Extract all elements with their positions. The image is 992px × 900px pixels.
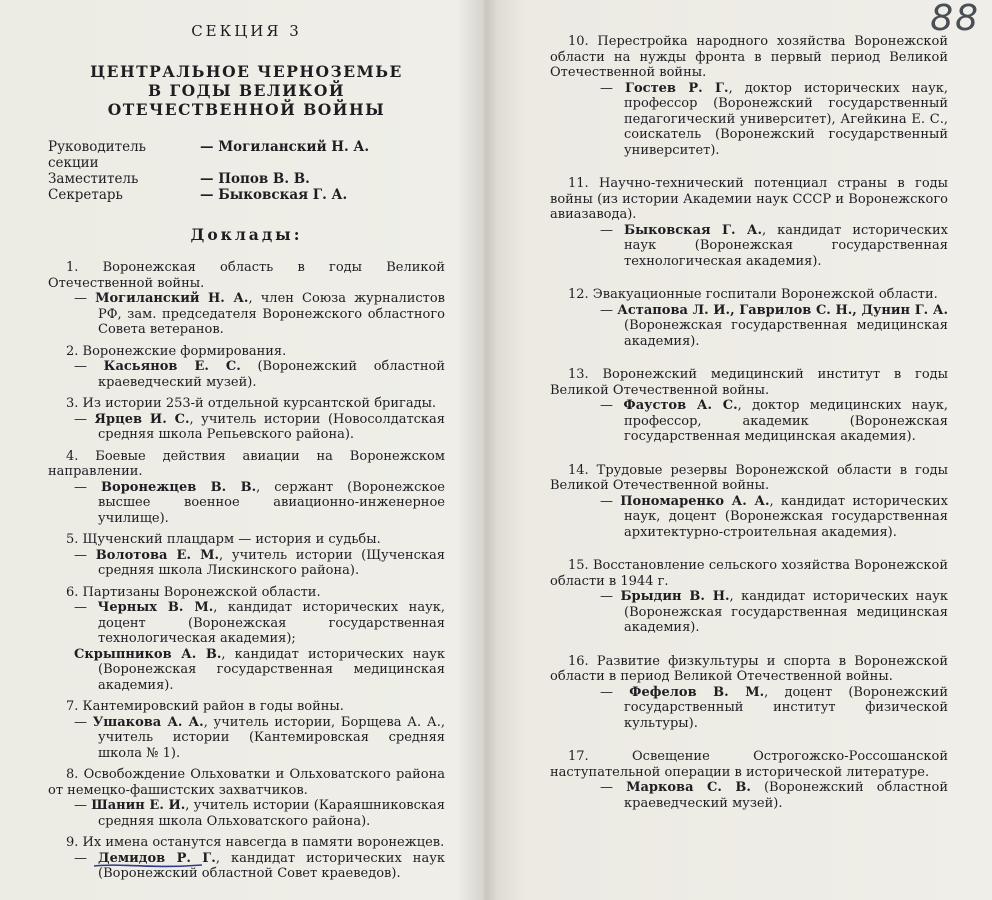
report-title: 12. Эвакуационные госпитали Воронежской области. (568, 287, 938, 302)
author-details: , кандидат исторических наук, доцент (Воронежская государственная архитектурно-строительная академия). (624, 493, 948, 540)
report-title: 14. Трудовые резервы Воронежской области в годы Великой Отечественной войны. (550, 462, 948, 493)
report-item (550, 654, 948, 732)
author-details: , член Союза журналистов РФ, зам. председателя Воронежского областного Совета ветеранов. (98, 291, 445, 337)
staff-role: Секретарь (48, 187, 123, 203)
report-item (550, 176, 948, 269)
author-name: Фефелов В. М. (629, 684, 765, 700)
section-title (48, 62, 445, 119)
report-item (48, 699, 445, 761)
report-author (550, 398, 948, 445)
author-details: , учитель истории (Новосолдатская средняя школа Репьевского района). (98, 411, 446, 442)
author-name: Шанин Е. И. (91, 798, 186, 813)
author-dash: — (74, 291, 96, 306)
report-title: 1. Воронежская область в годы Великой Отечественной войны. (48, 260, 445, 291)
author-dash: — (74, 359, 104, 374)
section-title-line: В ГОДЫ ВЕЛИКОЙ (147, 81, 346, 100)
author-name: Гостев Р. Г. (625, 80, 729, 96)
author-name: Маркова С. В. (626, 780, 751, 795)
report-item (48, 344, 445, 391)
author-dash: — (74, 714, 93, 730)
staff-name: — Быковская Г. А. (200, 187, 348, 203)
author-name: Быковская Г. А. (624, 222, 763, 238)
staff-name: — Попов В. В. (200, 171, 310, 187)
handwritten-page-number: 88 (930, 0, 980, 39)
report-title: 10. Перестройка народного хозяйства Воронежской области на нужды фронта в первый период Великой Отечественной войны. (550, 34, 948, 80)
author-details: , доктор исторических наук, профессор (Воронежский государственный педагогический университет), Агейкина Е. С., соискатель (Воронежский государственный университет). (624, 80, 948, 158)
report-title: 15. Восстановление сельского хозяйства Воронежской области в 1944 г. (550, 558, 948, 589)
report-author (48, 798, 445, 829)
report-item (550, 287, 948, 349)
author-details: , доктор медицинских наук, профессор, академик (Воронежская государственная медицинская академия). (624, 398, 948, 444)
report-item (550, 367, 948, 445)
author-details: , учитель истории (Караяшниковская средняя школа Ольховатского района). (98, 798, 445, 829)
author-dash: — (600, 684, 630, 700)
author-name: Астапова Л. И., Гаврилов С. Н., Дунин Г. А. (617, 302, 948, 318)
report-author (550, 81, 948, 159)
report-item (48, 449, 445, 527)
section-title-line: ЦЕНТРАЛЬНОЕ ЧЕРНОЗЕМЬЕ (90, 62, 403, 81)
report-author (48, 412, 445, 443)
author-name: Могиланский Н. А. (95, 291, 249, 306)
report-author (550, 780, 948, 811)
author-name: Ушакова А. А. (92, 714, 204, 730)
report-author (550, 223, 948, 270)
report-item (550, 558, 948, 636)
author-dash: — (600, 780, 627, 795)
report-title: 8. Освобождение Ольховатки и Ольховатского района от немецко-фашистских захватчиков. (48, 767, 445, 798)
author-name: Ярцев И. С. (94, 411, 190, 427)
report-item (550, 463, 948, 541)
staff-name: — Могиланский Н. А. (200, 139, 370, 155)
staff-row (48, 171, 445, 187)
reports-list-right (550, 34, 948, 811)
report-title: 9. Их имена останутся навсегда в памяти воронежцев. (66, 835, 445, 850)
report-item (48, 532, 445, 579)
author-name: Пономаренко А. А. (620, 493, 770, 509)
author-dash: — (600, 493, 621, 509)
report-title: 5. Щученский плацдарм — история и судьбы. (66, 532, 381, 547)
author-details: (Воронежская государственная медицинская академия). (624, 318, 948, 349)
author-dash: — (74, 850, 99, 866)
author-details: , сержант (Воронежское высшее военное авиационно-инженерное училище). (98, 479, 445, 526)
author-name: Волотова Е. М. (95, 547, 220, 563)
report-title: 13. Воронежский медицинский институт в годы Великой Отечественной войны. (550, 367, 948, 398)
report-title: 17. Освещение Острогожско-Россошанской наступательной операции в исторической литературе. (550, 749, 948, 780)
author-details: , кандидат исторических наук (Воронежский областной Совет краеведов). (98, 850, 445, 881)
author-name: Брыдин В. Н. (620, 589, 730, 604)
report-author (48, 647, 445, 694)
report-title: 7. Кантемировский район в годы войны. (66, 699, 344, 714)
author-details: , кандидат исторических наук (Воронежская государственная медицинская академия). (624, 589, 948, 635)
author-dash: — (600, 302, 618, 318)
report-author (48, 291, 445, 338)
report-author (48, 715, 445, 762)
report-item (48, 260, 445, 338)
author-name: Демидов Р. Г. (98, 850, 216, 866)
staff-row (48, 187, 445, 203)
report-author (48, 600, 445, 647)
section-label: СЕКЦИЯ 3 (191, 22, 302, 40)
report-author (48, 480, 445, 527)
left-page (0, 0, 485, 900)
author-dash: — (74, 547, 96, 563)
author-details: , учитель истории, Борщева А. А., учитель истории (Кантемировская средняя школа № 1). (98, 714, 445, 761)
staff-role: Руководитель секции (48, 139, 147, 171)
report-title: 3. Из истории 253-й отдельной курсантской бригады. (66, 396, 437, 411)
author-dash: — (600, 398, 624, 413)
report-author (48, 548, 445, 579)
author-name: Воронежцев В. В. (101, 479, 257, 495)
report-title: 6. Партизаны Воронежской области. (66, 584, 321, 600)
author-details: , кандидат исторических наук, доцент (Воронежская государственная технологическая академия); (98, 600, 445, 646)
report-author (550, 589, 948, 636)
reports-list-left (48, 260, 445, 882)
author-name: Фаустов А. С. (623, 398, 738, 413)
report-item (48, 585, 445, 694)
author-details: , кандидат исторических наук (Воронежская государственная технологическая академия). (624, 222, 948, 269)
author-dash: — (74, 411, 95, 427)
report-author (48, 359, 445, 390)
staff-row (48, 139, 445, 171)
reports-heading: Доклады: (190, 225, 303, 244)
staff-role: Заместитель (48, 171, 139, 187)
section-title-line: ОТЕЧЕСТВЕННОЙ ВОЙНЫ (107, 100, 386, 119)
author-dash: — (600, 80, 626, 96)
report-title: 2. Воронежские формирования. (66, 343, 287, 359)
pen-underline-mark (92, 860, 204, 872)
author-details: (Воронежский областной краеведческий музей). (624, 780, 948, 811)
report-author (550, 303, 948, 350)
author-details: , кандидат исторических наук (Воронежская государственная медицинская академия). (98, 646, 445, 693)
report-item (550, 749, 948, 811)
author-dash: — (74, 798, 92, 813)
report-item (48, 396, 445, 443)
author-details: , доцент (Воронежский государственный институт физической культуры). (624, 684, 948, 731)
author-details: , учитель истории (Щученская средняя школа Лискинского района). (98, 547, 445, 578)
report-title: 4. Боевые действия авиации на Воронежском направлении. (48, 448, 445, 479)
report-title: 16. Развитие физкультуры и спорта в Воронежской области в период Великой Отечественной войны. (550, 653, 948, 684)
section-staff (48, 139, 445, 203)
author-dash: — (600, 589, 621, 604)
author-name: Касьянов Е. С. (103, 359, 241, 374)
report-author (550, 685, 948, 732)
report-item (48, 835, 445, 882)
author-name: Скрыпников А. В. (74, 646, 222, 662)
author-dash: — (600, 222, 625, 238)
author-details: (Воронежский областной краеведческий музей). (98, 359, 446, 390)
author-name: Черных В. М. (97, 600, 214, 615)
author-dash: — (74, 600, 98, 615)
report-title: 11. Научно-технический потенциал страны в годы войны (из истории Академии наук СССР и Воронежского авиазавода). (550, 176, 948, 222)
right-page (500, 0, 992, 900)
report-item (550, 34, 948, 158)
author-dash: — (74, 479, 102, 495)
report-item (48, 767, 445, 829)
report-author (550, 494, 948, 541)
